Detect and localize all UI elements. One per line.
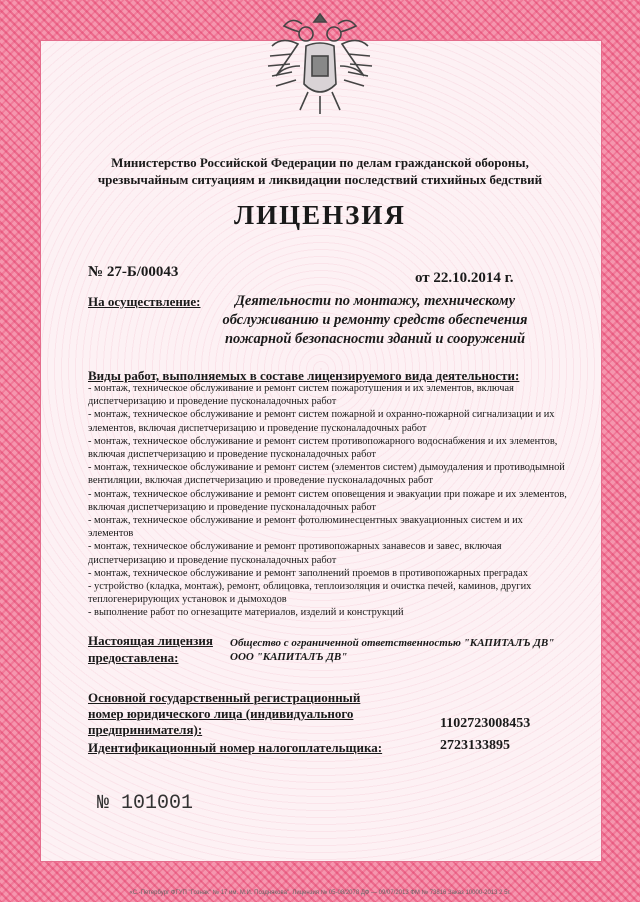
list-item: - монтаж, техническое обслуживание и ремонт фотолюминесцентных эвакуационных систем и их элементов xyxy=(88,515,523,540)
list-item: - монтаж, техническое обслуживание и ремонт систем пожаротушения и их элементов, включая диспетчеризацию и проведение пусконаладочных работ xyxy=(88,383,514,408)
list-item: - монтаж, техническое обслуживание и ремонт систем (элементов систем) дымоудаления и противодымной вентиляции, включая диспетчеризацию и проведение пусконаладочных работ xyxy=(88,462,565,487)
form-serial-number: № 101001 xyxy=(97,792,194,815)
works-list xyxy=(88,382,568,620)
licensee-short-name: ООО "КАПИТАЛЪ ДВ" xyxy=(230,651,348,663)
list-item: - монтаж, техническое обслуживание и ремонт систем пожарной и охранно-пожарной сигнализации и их элементов, включая диспетчеризацию и проведение пусконаладочных работ xyxy=(88,409,555,434)
granted-label: Настоящая лицензия предоставлена: xyxy=(88,633,213,665)
activity-text: Деятельности по монтажу, техническому обслуживанию и ремонту средств обеспечения пожарной безопасности зданий и сооружений xyxy=(222,293,528,347)
ministry-line-2: чрезвычайным ситуациям и ликвидации последствий стихийных бедствий xyxy=(97,172,543,187)
license-date: от 22.10.2014 г. xyxy=(415,270,514,286)
list-item: - монтаж, техническое обслуживание и ремонт систем противопожарного водоснабжения и их элементов, включая диспетчеризацию и проведение пусконаладочных работ xyxy=(88,435,558,461)
printer-footer: «С.-Петербург ФГУП "Гознак" № 17 им. М.И. Позднякова". Лицензия № 05-08/2078 ДФ — 09/07/2013 ФМ № 73816 Заказ 10000-2013 2 5г. xyxy=(129,890,511,896)
ogrn-value: 1102723008453 xyxy=(440,716,531,731)
list-item: - выполнение работ по огнезащите материалов, изделий и конструкций xyxy=(88,607,404,619)
coat-of-arms-icon xyxy=(262,6,378,118)
license-number: № 27-Б/00043 xyxy=(88,264,179,280)
inn-label: Идентификационный номер налогоплательщика: xyxy=(88,740,383,755)
list-item: - устройство (кладка, монтаж), ремонт, облицовка, теплоизоляция и очистка печей, каминов, других теплогенерирующих установок и дымоходов xyxy=(88,581,532,606)
ministry-line-1: Министерство Российской Федерации по делам гражданской обороны, xyxy=(111,155,529,170)
licensee-full-name: Общество с ограниченной ответственностью "КАПИТАЛЪ ДВ" xyxy=(230,637,555,649)
list-item: - монтаж, техническое обслуживание и ремонт заполнений проемов в противопожарных преградах xyxy=(88,567,528,579)
activity-label: На осуществление: xyxy=(88,294,201,309)
ogrn-label: Основной государственный регистрационный номер юридического лица (индивидуального предпринимателя): xyxy=(88,690,361,737)
inn-value: 2723133895 xyxy=(440,738,510,753)
works-title: Виды работ, выполняемых в составе лицензируемого вида деятельности: xyxy=(88,368,520,383)
list-item: - монтаж, техническое обслуживание и ремонт систем оповещения и эвакуации при пожаре и их элементов, включая диспетчеризацию и проведение пусконаладочных работ xyxy=(88,488,567,513)
ministry-name xyxy=(60,154,580,188)
document-title: ЛИЦЕНЗИЯ xyxy=(234,200,406,230)
licensee-name xyxy=(230,636,570,664)
list-item: - монтаж, техническое обслуживание и ремонт противопожарных занавесов и завес, включая диспетчеризацию и проведение пусконаладочных работ xyxy=(88,541,502,566)
